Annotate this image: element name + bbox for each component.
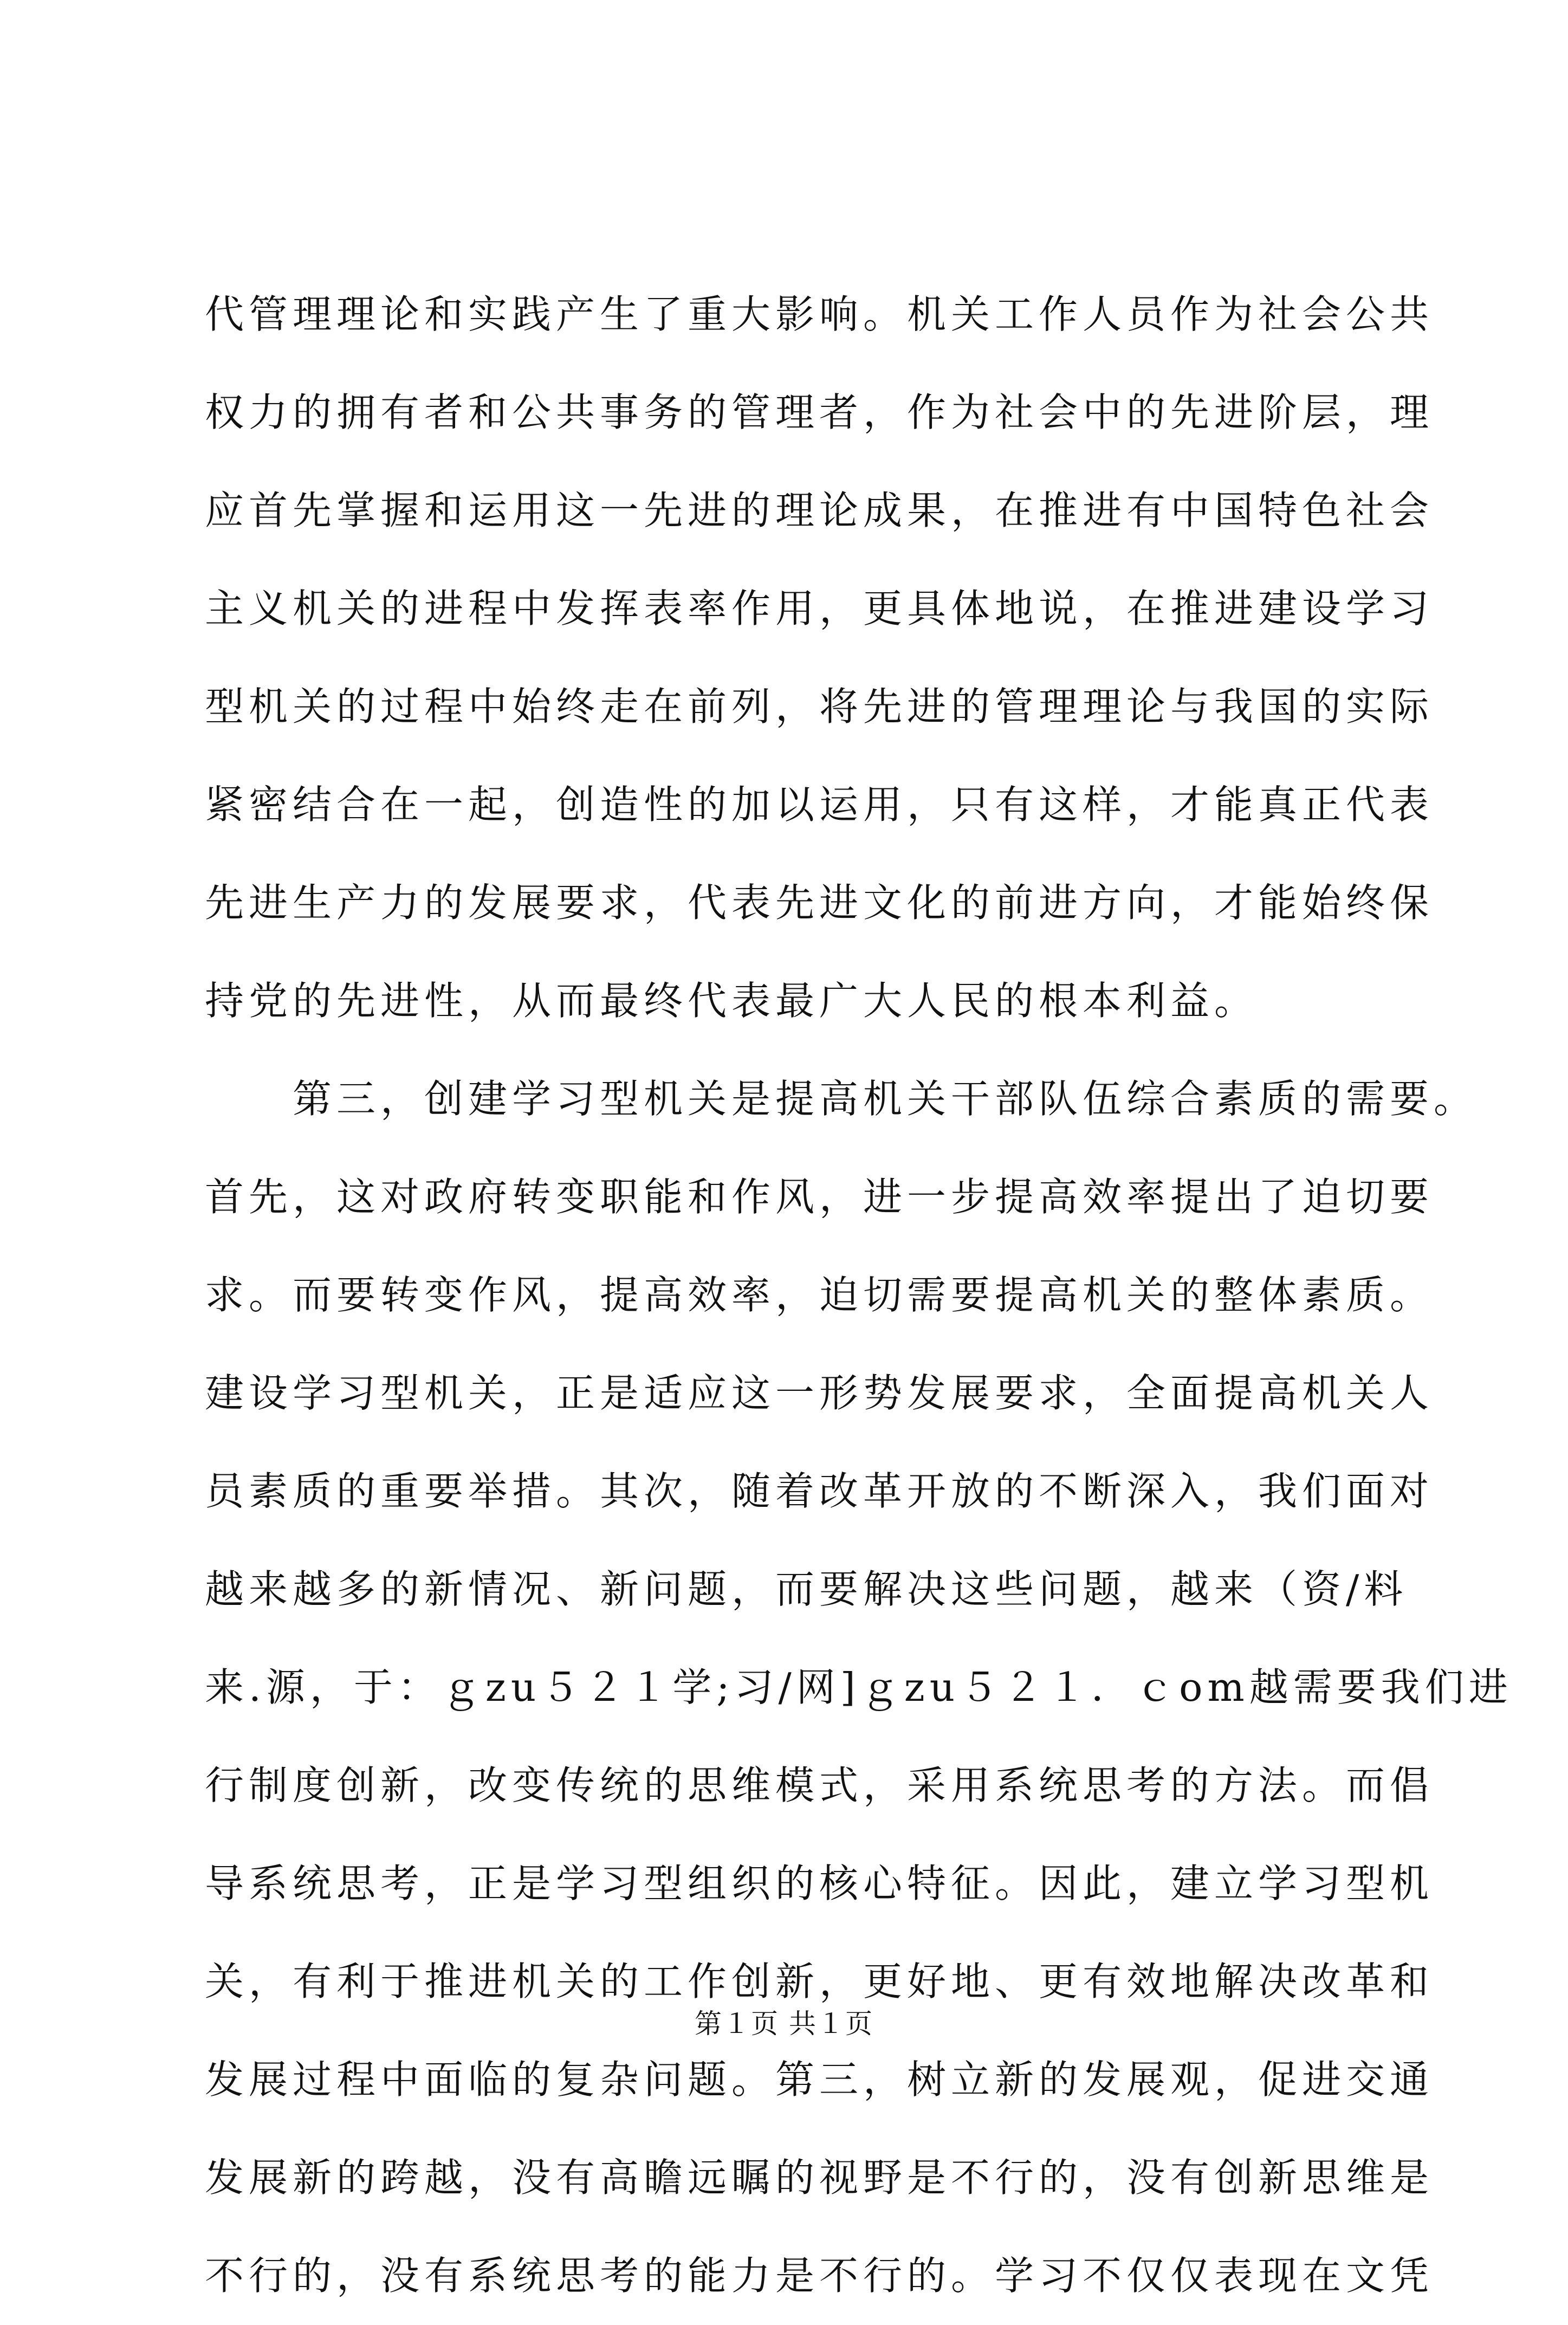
text-line: 发展新的跨越，没有高瞻远瞩的视野是不行的，没有创新思维是 <box>205 2155 1434 2200</box>
text-line: 持党的先进性，从而最终代表最广大人民的根本利益。 <box>205 978 1259 1024</box>
text-line: 主义机关的进程中发挥表率作用，更具体地说，在推进建设学习 <box>205 586 1434 631</box>
text-line: 来.源，于：ｇzu５２１学;习/网]ｇzu５２１．ｃom越需要我们进 <box>205 1665 1513 1710</box>
text-line: 型机关的过程中始终走在前列，将先进的管理理论与我国的实际 <box>205 684 1434 729</box>
text-line: 代管理理论和实践产生了重大影响。机关工作人员作为社会公共 <box>205 292 1434 337</box>
text-line: 不行的，没有系统思考的能力是不行的。学习不仅仅表现在文凭 <box>205 2253 1434 2298</box>
text-line: 权力的拥有者和公共事务的管理者，作为社会中的先进阶层，理 <box>205 390 1434 435</box>
text-line: 应首先掌握和运用这一先进的理论成果，在推进有中国特色社会 <box>205 488 1434 533</box>
text-line: 关，有利于推进机关的工作创新，更好地、更有效地解决改革和 <box>205 1959 1434 2004</box>
text-line: 越来越多的新情况、新问题，而要解决这些问题，越来（资/料 <box>205 1566 1408 1612</box>
text-line: 求。而要转变作风，提高效率，迫切需要提高机关的整体素质。 <box>205 1272 1434 1318</box>
text-line: 紧密结合在一起，创造性的加以运用，只有这样，才能真正代表 <box>205 782 1434 827</box>
text-line: 行制度创新，改变传统的思维模式，采用系统思考的方法。而倡 <box>205 1763 1434 1808</box>
text-line: 导系统思考，正是学习型组织的核心特征。因此，建立学习型机 <box>205 1861 1434 1906</box>
text-line: 先进生产力的发展要求，代表先进文化的前进方向，才能始终保 <box>205 880 1434 925</box>
text-line: 第三，创建学习型机关是提高机关干部队伍综合素质的需要。 <box>205 1076 1478 1122</box>
text-line: 首先，这对政府转变职能和作风，进一步提高效率提出了迫切要 <box>205 1174 1434 1220</box>
text-line: 发展过程中面临的复杂问题。第三，树立新的发展观，促进交通 <box>205 2057 1434 2102</box>
text-line: 建设学习型机关，正是适应这一形势发展要求，全面提高机关人 <box>205 1370 1434 1416</box>
page-indicator: 第１页 共１页 <box>695 2008 873 2039</box>
page-footer <box>0 2005 1568 2043</box>
text-line: 员素质的重要举措。其次，随着改革开放的不断深入，我们面对 <box>205 1468 1434 1514</box>
